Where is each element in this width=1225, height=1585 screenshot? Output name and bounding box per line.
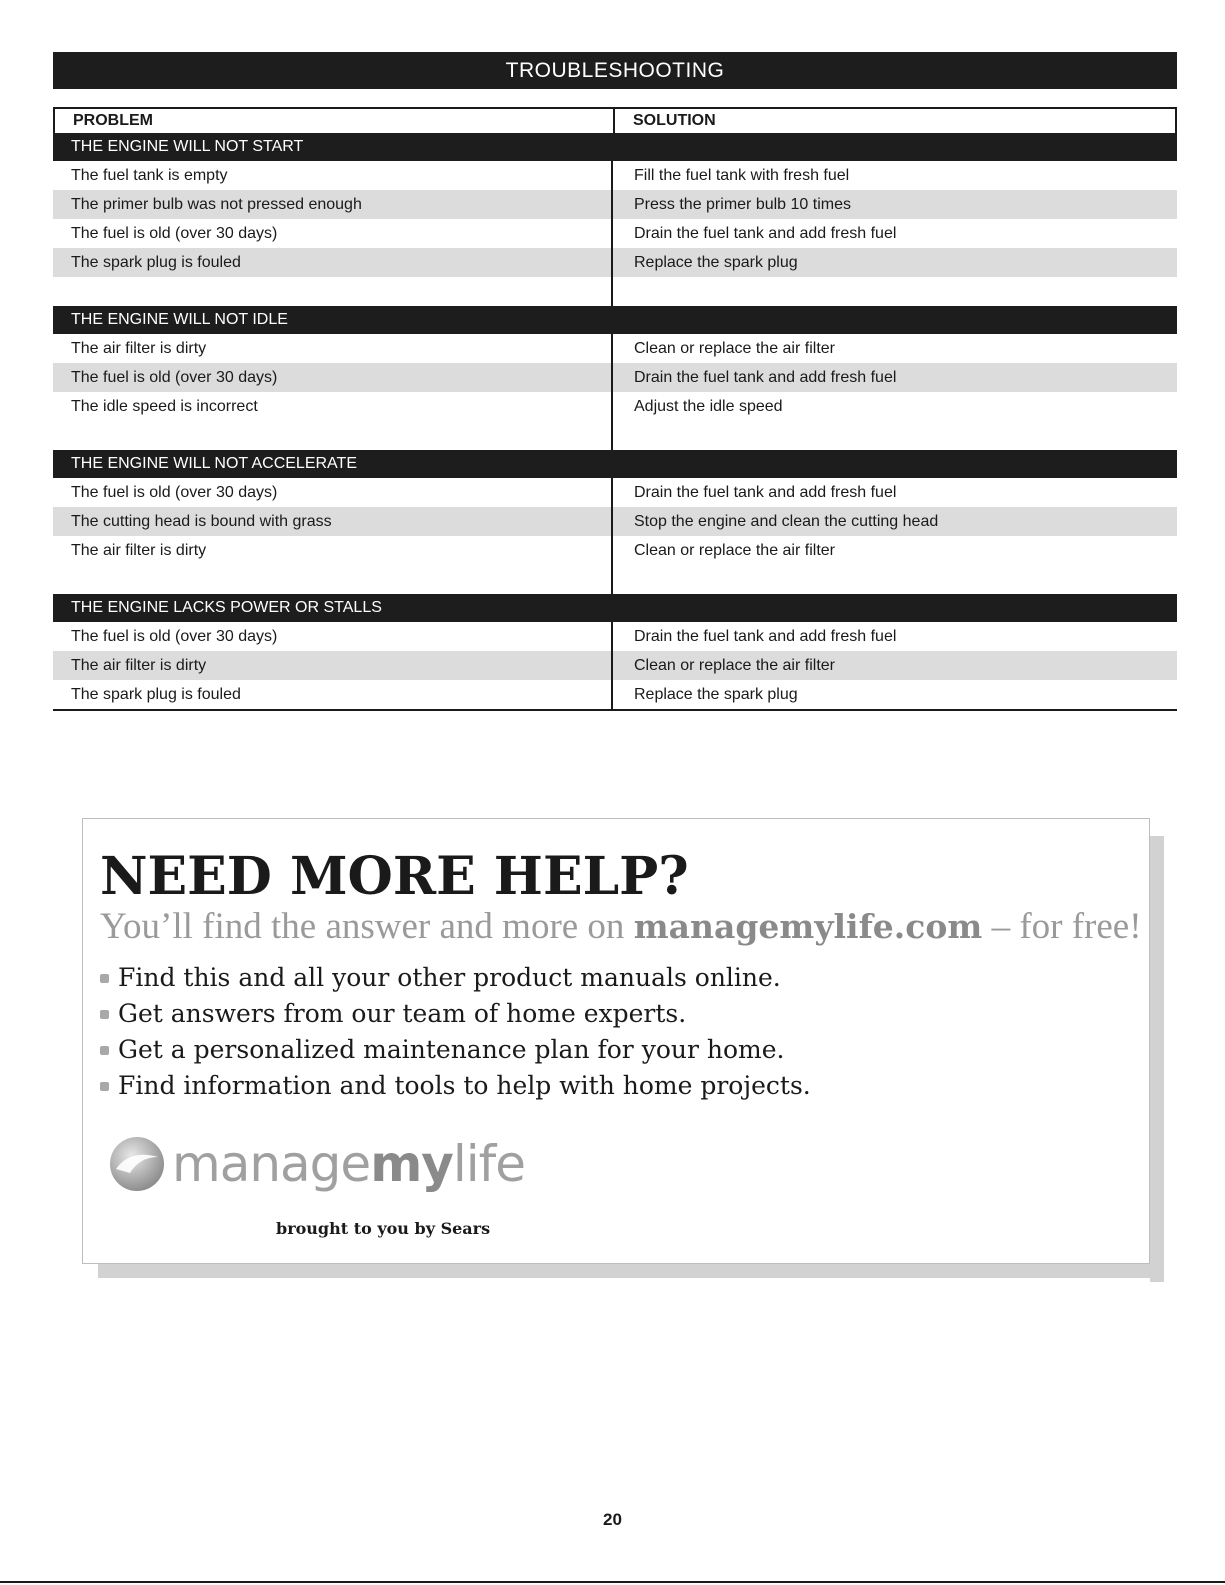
problem-cell: The fuel is old (over 30 days) <box>53 219 613 248</box>
solution-cell: Clean or replace the air filter <box>634 657 835 674</box>
managemylife-swirl-icon <box>108 1135 166 1193</box>
problem-cell: The fuel is old (over 30 days) <box>53 363 613 392</box>
solution-column-header: SOLUTION <box>633 112 716 129</box>
help-list-item <box>100 1068 811 1104</box>
problem-cell: The fuel is old (over 30 days) <box>53 622 613 651</box>
section-spacer <box>53 421 1177 450</box>
logo-wordmark <box>172 1135 525 1193</box>
table-row <box>53 507 1177 536</box>
section-spacer <box>53 277 1177 306</box>
help-title: NEED MORE HELP? <box>100 846 689 907</box>
page-bottom-rule <box>0 1581 1225 1583</box>
table-bottom-rule <box>53 709 1177 711</box>
table-row <box>53 536 1177 565</box>
help-subtitle-site[interactable]: managemylife.com <box>633 907 983 946</box>
table-sections <box>53 133 1177 709</box>
bullet-icon <box>100 1046 109 1055</box>
problem-cell: The fuel tank is empty <box>53 161 613 190</box>
logo-wordmark-manage: manage <box>172 1135 371 1193</box>
troubleshooting-table <box>53 107 1177 711</box>
table-row <box>53 248 1177 277</box>
problem-cell: The air filter is dirty <box>53 334 613 363</box>
brought-by-sears: brought to you by Sears <box>276 1219 491 1238</box>
help-list-item-text: Get answers from our team of home experts. <box>118 999 687 1028</box>
solution-cell: Replace the spark plug <box>634 254 798 271</box>
section-header: THE ENGINE WILL NOT ACCELERATE <box>53 450 1177 478</box>
spacer-cell <box>53 421 613 450</box>
solution-cell: Clean or replace the air filter <box>634 340 835 357</box>
help-list-item <box>100 996 811 1032</box>
problem-cell: The spark plug is fouled <box>53 680 613 709</box>
help-list-item <box>100 960 811 996</box>
help-list <box>100 960 811 1104</box>
problem-cell: The cutting head is bound with grass <box>53 507 613 536</box>
bullet-icon <box>100 974 109 983</box>
help-list-item-text: Find information and tools to help with home projects. <box>118 1071 811 1100</box>
help-list-item-text: Find this and all your other product manuals online. <box>118 963 781 992</box>
help-box-shadow-bottom <box>98 1264 1164 1278</box>
solution-cell: Drain the fuel tank and add fresh fuel <box>634 628 897 645</box>
table-row <box>53 363 1177 392</box>
spacer-cell <box>613 277 1177 306</box>
table-row <box>53 334 1177 363</box>
help-box-shadow-right <box>1150 836 1164 1282</box>
table-row <box>53 622 1177 651</box>
help-subtitle-after: – for free! <box>982 906 1142 947</box>
solution-cell: Replace the spark plug <box>634 686 798 703</box>
help-list-item <box>100 1032 811 1068</box>
problem-cell: The air filter is dirty <box>53 536 613 565</box>
bullet-icon <box>100 1010 109 1019</box>
spacer-cell <box>613 565 1177 594</box>
problem-cell: The primer bulb was not pressed enough <box>53 190 613 219</box>
section-header: THE ENGINE WILL NOT IDLE <box>53 306 1177 334</box>
table-row <box>53 190 1177 219</box>
help-list-item-text: Get a personalized maintenance plan for your home. <box>118 1035 785 1064</box>
table-row <box>53 161 1177 190</box>
table-column-headers <box>53 107 1177 133</box>
table-row <box>53 651 1177 680</box>
logo-wordmark-my: my <box>370 1135 453 1193</box>
help-subtitle <box>100 905 1142 949</box>
problem-cell: The idle speed is incorrect <box>53 392 613 421</box>
table-row <box>53 219 1177 248</box>
page-number: 20 <box>603 1510 622 1529</box>
table-row <box>53 478 1177 507</box>
managemylife-logo <box>108 1135 525 1193</box>
spacer-cell <box>613 421 1177 450</box>
table-row <box>53 392 1177 421</box>
problem-column-header: PROBLEM <box>55 109 615 133</box>
solution-cell: Drain the fuel tank and add fresh fuel <box>634 369 897 386</box>
section-spacer <box>53 565 1177 594</box>
bullet-icon <box>100 1082 109 1091</box>
help-subtitle-before: You’ll find the answer and more on <box>100 906 634 947</box>
solution-cell: Clean or replace the air filter <box>634 542 835 559</box>
logo-wordmark-life: life <box>452 1135 526 1193</box>
spacer-cell <box>53 565 613 594</box>
problem-cell: The spark plug is fouled <box>53 248 613 277</box>
problem-cell: The fuel is old (over 30 days) <box>53 478 613 507</box>
table-row <box>53 680 1177 709</box>
spacer-cell <box>53 277 613 306</box>
troubleshooting-title: TROUBLESHOOTING <box>53 52 1177 89</box>
problem-cell: The air filter is dirty <box>53 651 613 680</box>
solution-cell: Stop the engine and clean the cutting head <box>634 513 939 530</box>
solution-cell: Adjust the idle speed <box>634 398 783 415</box>
section-header: THE ENGINE WILL NOT START <box>53 133 1177 161</box>
solution-cell: Drain the fuel tank and add fresh fuel <box>634 225 897 242</box>
solution-cell: Press the primer bulb 10 times <box>634 196 851 213</box>
section-header: THE ENGINE LACKS POWER OR STALLS <box>53 594 1177 622</box>
solution-cell: Fill the fuel tank with fresh fuel <box>634 167 850 184</box>
solution-cell: Drain the fuel tank and add fresh fuel <box>634 484 897 501</box>
